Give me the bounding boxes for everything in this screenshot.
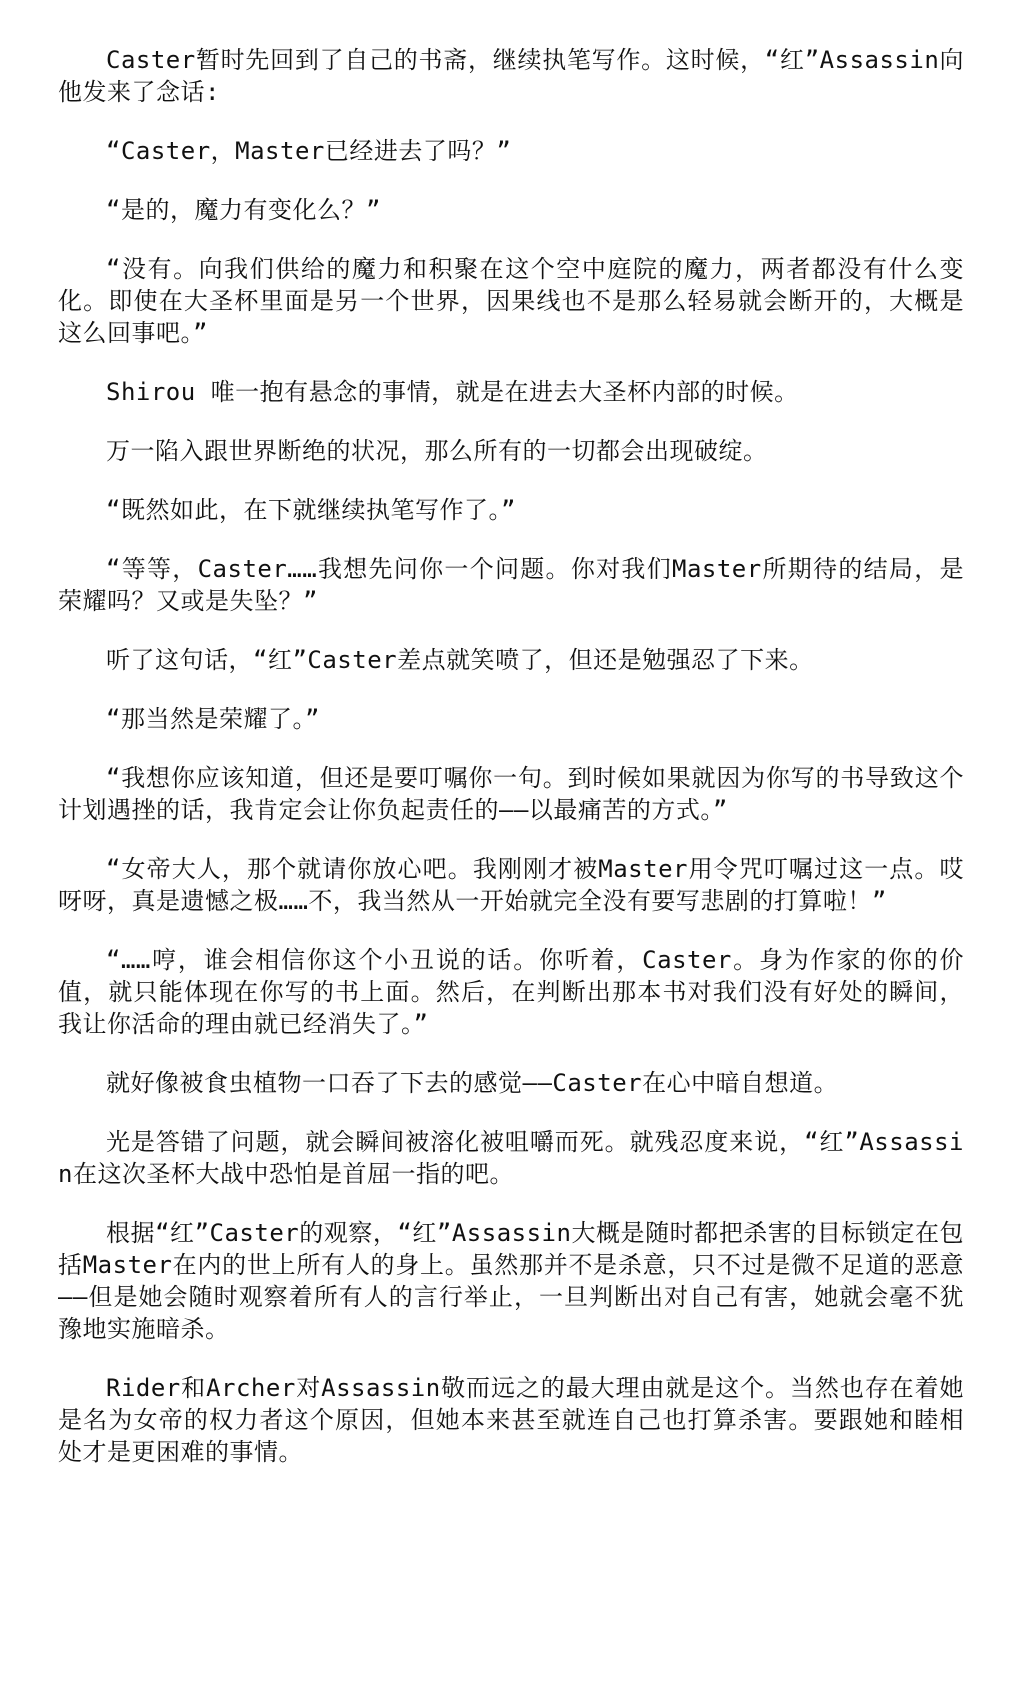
paragraph-14: 就好像被食虫植物一口吞了下去的感觉——Caster在心中暗自想道。 bbox=[106, 1069, 839, 1097]
paragraph-3: “是的，魔力有变化么？” bbox=[106, 196, 381, 224]
paragraph-7: “既然如此，在下就继续执笔写作了。” bbox=[106, 496, 516, 524]
paragraph-6: 万一陷入跟世界断绝的状况，那么所有的一切都会出现破绽。 bbox=[106, 437, 768, 465]
paragraph-12: “女帝大人，那个就请你放心吧。我刚刚才被Master用令咒叮嘱过这一点。哎呀呀，真是遗憾之极……不，我当然从一开始就完全没有要写悲剧的打算啦！” bbox=[58, 855, 964, 915]
paragraph-17: Rider和Archer对Assassin敬而远之的最大理由就是这个。当然也存在着她是名为女帝的权力者这个原因，但她本来甚至就连自己也打算杀害。要跟她和睦相处才是更困难的事情。 bbox=[58, 1374, 964, 1466]
paragraph-2: “Caster，Master已经进去了吗？” bbox=[106, 137, 512, 165]
paragraph-15: 光是答错了问题，就会瞬间被溶化被咀嚼而死。就残忍度来说，“红”Assassin在这次圣杯大战中恐怕是首屈一指的吧。 bbox=[58, 1128, 964, 1188]
paragraph-10: “那当然是荣耀了。” bbox=[106, 705, 320, 733]
document-page bbox=[58, 44, 964, 1495]
paragraph-11: “我想你应该知道，但还是要叮嘱你一句。到时候如果就因为你写的书导致这个计划遇挫的话，我肯定会让你负起责任的——以最痛苦的方式。” bbox=[58, 764, 964, 824]
paragraph-4: “没有。向我们供给的魔力和积聚在这个空中庭院的魔力，两者都没有什么变化。即使在大圣杯里面是另一个世界，因果线也不是那么轻易就会断开的，大概是这么回事吧。” bbox=[58, 255, 964, 347]
paragraph-5: Shirou 唯一抱有悬念的事情，就是在进去大圣杯内部的时候。 bbox=[106, 378, 799, 406]
paragraph-1: Caster暂时先回到了自己的书斋，继续执笔写作。这时候，“红”Assassin向他发来了念话: bbox=[58, 46, 964, 106]
paragraph-9: 听了这句话，“红”Caster差点就笑喷了，但还是勉强忍了下来。 bbox=[106, 646, 814, 674]
paragraph-8: “等等，Caster……我想先问你一个问题。你对我们Master所期待的结局，是荣耀吗？又或是失坠？” bbox=[58, 555, 964, 615]
paragraph-16: 根据“红”Caster的观察，“红”Assassin大概是随时都把杀害的目标锁定在包括Master在内的世上所有人的身上。虽然那并不是杀意，只不过是微不足道的恶意——但是她会随时观察着所有人的言行举止，一旦判断出对自己有害，她就会毫不犹豫地实施暗杀。 bbox=[58, 1219, 964, 1343]
paragraph-13: “……哼，谁会相信你这个小丑说的话。你听着，Caster。身为作家的你的价值，就只能体现在你写的书上面。然后，在判断出那本书对我们没有好处的瞬间，我让你活命的理由就已经消失了。” bbox=[58, 946, 964, 1038]
